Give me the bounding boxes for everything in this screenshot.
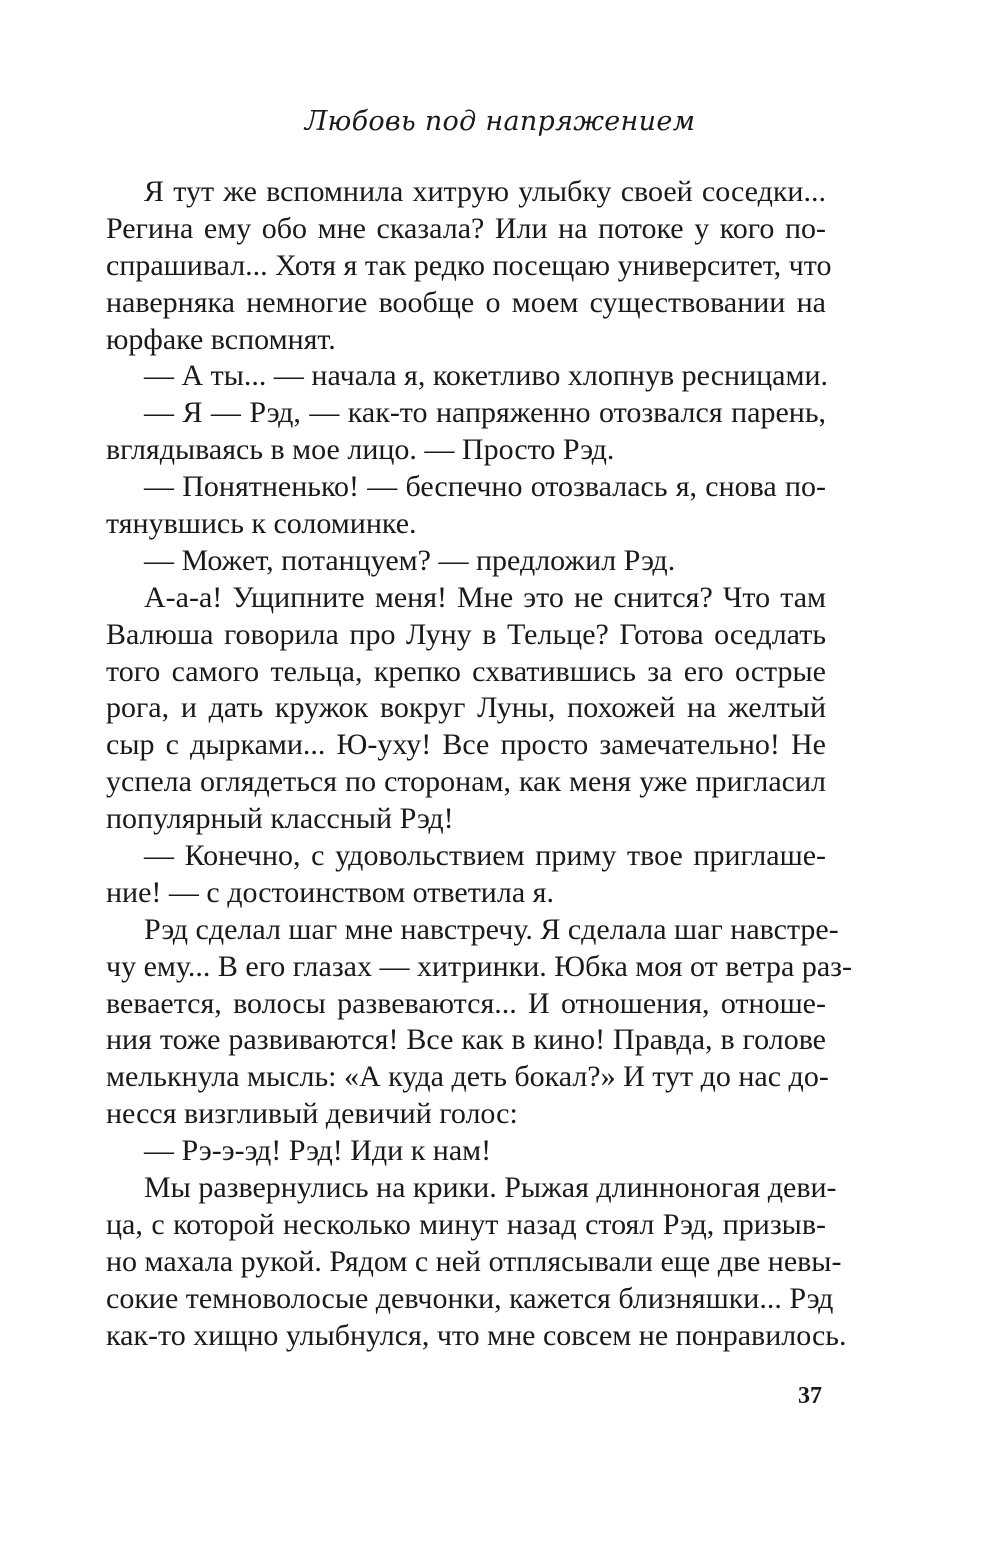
text-line: ца, с которой несколько минут назад стоял Рэд, призыв- [106, 1207, 826, 1241]
text-line: спрашивал... Хотя я так редко посещаю университет, что [106, 248, 832, 282]
text-line: — Понятненько! — беспечно отозвалась я, снова по- [144, 470, 826, 504]
paragraph [106, 543, 826, 580]
text-line: Я тут же вспомнила хитрую улыбку своей соседки... [144, 175, 826, 208]
paragraph [106, 174, 832, 358]
body-text [106, 174, 852, 1355]
text-line: — Конечно, с удовольствием приму твое приглаше- [144, 839, 826, 873]
text-line: мелькнула мысль: «А куда деть бокал?» И тут до нас до- [106, 1060, 829, 1094]
text-line: рога, и дать кружок вокруг Луны, похожей на желтый [106, 691, 826, 725]
text-line: Мы развернулись на крики. Рыжая длинноногая деви- [144, 1171, 837, 1205]
paragraph [106, 1133, 826, 1170]
text-line: наверняка немногие вообще о моем существовании на [106, 285, 826, 319]
text-line: ния тоже развиваются! Все как в кино! Правда, в голове [106, 1023, 826, 1057]
text-line: сыр с дырками... Ю-уху! Все просто замечательно! Не [106, 728, 826, 762]
text-line: чу ему... В его глазах — хитринки. Юбка моя от ветра раз- [106, 949, 852, 983]
text-line: юрфаке вспомнят. [106, 322, 336, 356]
text-line: ние! — с достоинством ответила я. [106, 875, 554, 909]
text-line: несся визгливый девичий голос: [106, 1097, 518, 1131]
text-line: Валюша говорила про Луну в Тельце? Готова оседлать [106, 617, 826, 651]
text-line: популярный классный Рэд! [106, 802, 454, 836]
paragraph [106, 838, 826, 912]
paragraph [106, 580, 826, 838]
text-line: — А ты... — начала я, кокетливо хлопнув ресницами. [144, 359, 829, 393]
text-line: А-а-а! Ущипните меня! Мне это не снится? Что там [144, 580, 826, 614]
paragraph [106, 395, 826, 469]
text-line: успела оглядеться по сторонам, как меня уже пригласил [106, 765, 826, 799]
text-line: как-то хищно улыбнулся, что мне совсем не понравилось. [106, 1318, 847, 1352]
text-line: но махала рукой. Рядом с ней отплясывали еще две невы- [106, 1244, 842, 1278]
text-line: Регина ему обо мне сказала? Или на потоке у кого по- [106, 211, 826, 245]
running-head: Любовь под напряжением [304, 106, 696, 137]
text-line: — Рэ-э-эд! Рэд! Иди к нам! [144, 1134, 492, 1168]
paragraph [106, 469, 826, 543]
text-line: — Я — Рэд, — как-то напряженно отозвался парень, [144, 396, 826, 430]
text-line: тянувшись к соломинке. [106, 507, 417, 541]
text-line: вглядываясь в мое лицо. — Просто Рэд. [106, 433, 615, 467]
text-line: того самого тельца, крепко схватившись за его острые [106, 654, 826, 688]
paragraph [106, 1170, 847, 1354]
paragraph [106, 912, 852, 1133]
text-line: — Может, потанцуем? — предложил Рэд. [144, 543, 676, 577]
text-line: вевается, волосы развеваются... И отношения, отноше- [106, 986, 826, 1020]
page-number: 37 [798, 1383, 822, 1409]
text-line: сокие темноволосые девчонки, кажется близняшки... Рэд [106, 1281, 834, 1315]
paragraph [106, 358, 829, 395]
text-line: Рэд сделал шаг мне навстречу. Я сделала шаг навстре- [144, 912, 839, 946]
